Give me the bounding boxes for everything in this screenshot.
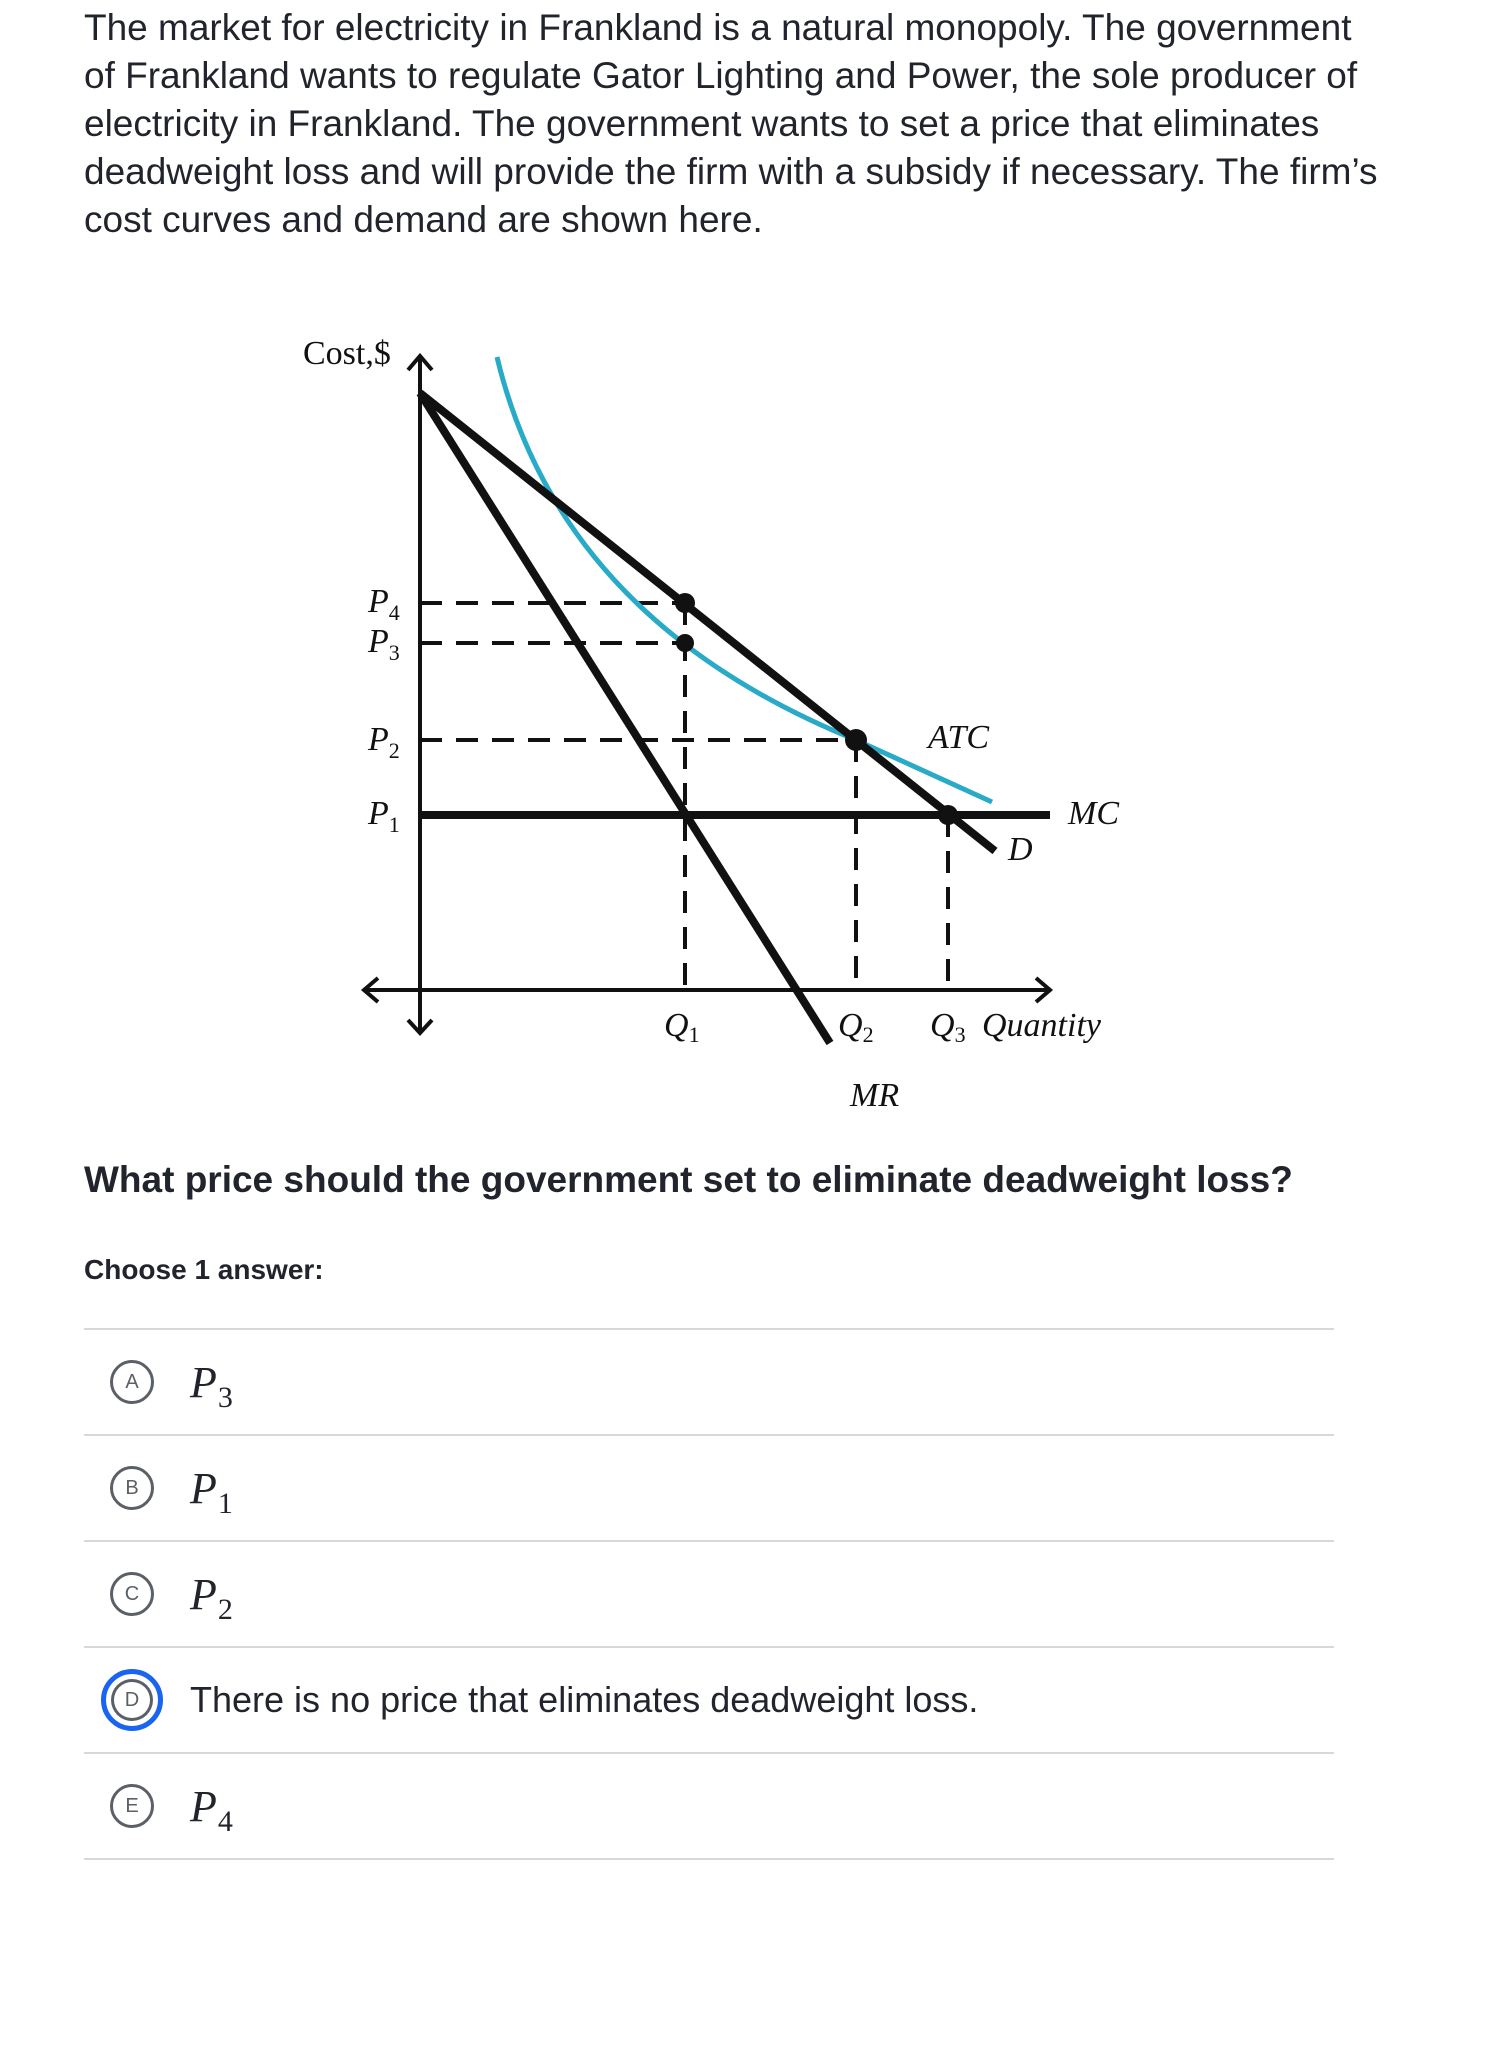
choice-c[interactable] [84, 1542, 1334, 1648]
question-intro: The market for electricity in Frankland is a natural monopoly. The government of Frankland wants to regulate Gator Lighting and Power, the sole producer of electricity in Frankland. The government wants to set a price that eliminates deadweight loss and will provide the firm with a subsidy if necessary. The firm’s cost curves and demand are shown here. [84, 7, 1378, 240]
choice-a-badge: A [110, 1360, 154, 1404]
price-label-p4: $P_4$ [368, 583, 400, 625]
quantity-label-q2: Q2 [838, 1007, 874, 1047]
atc-curve [497, 357, 992, 802]
q2-point [845, 729, 867, 751]
atc-label: ATC [928, 719, 990, 756]
choice-e[interactable] [84, 1754, 1334, 1860]
quantity-label-q3: Q3 [930, 1007, 966, 1047]
choice-b-badge: B [110, 1466, 154, 1510]
q3-point [938, 805, 958, 825]
dashed-guides [420, 603, 948, 990]
demand-label: D [1008, 831, 1033, 868]
demand-line [420, 393, 995, 851]
choice-e-badge: E [110, 1784, 154, 1828]
choose-label: Choose 1 answer: [84, 1254, 324, 1285]
question-text: What price should the government set to eliminate deadweight loss? [84, 1159, 1293, 1200]
choice-b[interactable] [84, 1436, 1334, 1542]
q1-atc-point [676, 634, 694, 652]
mc-label: MC [1068, 795, 1119, 832]
choice-b-label: P 1 [190, 1463, 233, 1520]
mr-label: MR [850, 1077, 900, 1114]
x-axis-label: Quantity [982, 1007, 1101, 1044]
mr-line [420, 393, 830, 1043]
choice-c-label: P 2 [190, 1569, 233, 1626]
choice-d-label: There is no price that eliminates deadweight loss. [190, 1679, 979, 1720]
choice-a[interactable] [84, 1330, 1334, 1436]
choice-d-badge: D [101, 1669, 163, 1731]
q1-demand-point [675, 593, 695, 613]
price-label-p3: $P_3$ [368, 623, 400, 665]
choice-d[interactable] [84, 1648, 1334, 1754]
answer-choices [84, 1328, 1334, 1860]
choice-e-label: P 4 [190, 1781, 233, 1838]
choice-c-badge: C [110, 1572, 154, 1616]
y-axis-label: Cost,$ [303, 335, 391, 372]
choice-a-label: P 3 [190, 1357, 233, 1414]
quantity-label-q1: Q1 [664, 1007, 700, 1047]
price-label-p1: $P_1$ [368, 795, 400, 837]
price-label-p2: $P_2$ [368, 721, 400, 763]
